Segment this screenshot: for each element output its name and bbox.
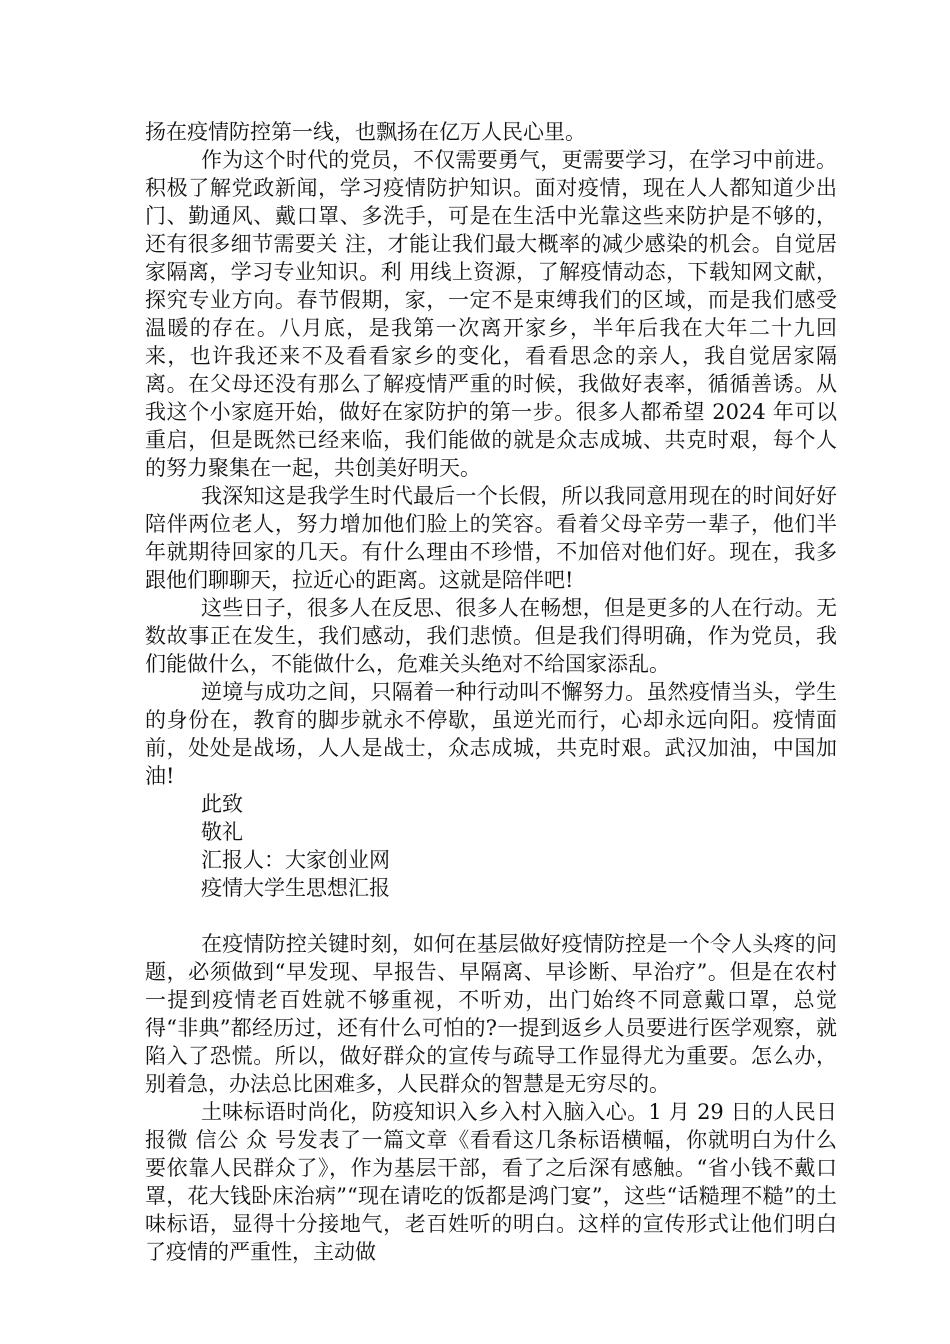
paragraph-slogans: 土味标语时尚化，防疫知识入乡入村入脑入心。1 月 29 日的人民日报微 信公 众 号发表了一篇文章《看看这几条标语横幅，你就明白为什么要依靠人民群众了》，作为基层干部，看了之后深有感触。“省小钱不戴口罩，花大钱卧床治病”“现在请吃的饭都是鸿门宴”，这些“话糙理不糙”的土味标语，显得十分接地气，老百姓听的明白。这样的宣传形式让他们明白了疫情的严重性，主动做	[145, 1100, 837, 1264]
document-body	[145, 118, 837, 1266]
report-title: 疫情大学生思想汇报	[201, 876, 390, 900]
paragraph-study: 作为这个时代的党员，不仅需要勇气，更需要学习，在学习中前进。积极了解党政新闻，学习疫情防护知识。面对疫情，现在人人都知道少出门、勤通风、戴口罩、多洗手，可是在生活中光靠这些来防护是不够的，还有很多细节需要关 注，才能让我们最大概率的减少感染的机会。自觉居家隔离，学习专业知识。利 用线上资源，了解疫情动态，下载知网文献，探究专业方向。春节假期，家，一定不是束缚我们的区域，而是我们感受温暖的存在。八月底，是我第一次离开家乡，半年后我在大年二十九回来，也许我还来不及看看家乡的变化，看看思念的亲人，我自觉居家隔离。在父母还没有那么了解疫情严重的时候，我做好表率，循循善诱。从我这个小家庭开始，做好在家防护的第一步。很多人都希望 2024 年可以重启，但是既然已经来临，我们能做的就是众志成城、共克时艰，每个人的努力聚集在一起，共创美好明天。	[145, 148, 837, 480]
paragraph-action: 这些日子，很多人在反思、很多人在畅想，但是更多的人在行动。无数故事正在发生，我们感动，我们悲愤。但是我们得明确，作为党员，我们能做什么，不能做什么，危难关头绝对不给国家添乱。	[145, 596, 837, 676]
closing-regards: 敬礼	[201, 820, 243, 844]
section-spacer	[145, 902, 837, 930]
paragraph-adversity: 逆境与成功之间，只隔着一种行动叫不懈努力。虽然疫情当头，学生的身份在，教育的脚步就永不停歇，虽逆光而行，心却永远向阳。疫情面前，处处是战场，人人是战士，众志成城，共克时艰。武汉加油，中国加油!	[145, 680, 837, 788]
paragraph-grassroots: 在疫情防控关键时刻，如何在基层做好疫情防控是一个令人头疼的问题，必须做到“早发现、早报告、早隔离、早诊断、早治疗”。但是在农村一提到疫情老百姓就不够重视，不听劝，出门始终不同意戴口罩，总觉得“非典”都经历过，还有什么可怕的?一提到返乡人员要进行医学观察，就陷入了恐慌。所以，做好群众的宣传与疏导工作显得尤为重要。怎么办，别着急，办法总比困难多，人民群众的智慧是无穷尽的。	[145, 932, 837, 1096]
paragraph-continuation: 扬在疫情防控第一线，也飘扬在亿万人民心里。	[145, 120, 586, 144]
reporter-line: 汇报人：大家创业网	[201, 848, 390, 872]
closing-salutation: 此致	[201, 792, 243, 816]
paragraph-family: 我深知这是我学生时代最后一个长假，所以我同意用现在的时间好好陪伴两位老人，努力增加他们脸上的笑容。看着父母辛劳一辈子，他们半年就期待回家的几天。有什么理由不珍惜，不加倍对他们好。现在，我多跟他们聊聊天，拉近心的距离。这就是陪伴吧!	[145, 484, 837, 592]
